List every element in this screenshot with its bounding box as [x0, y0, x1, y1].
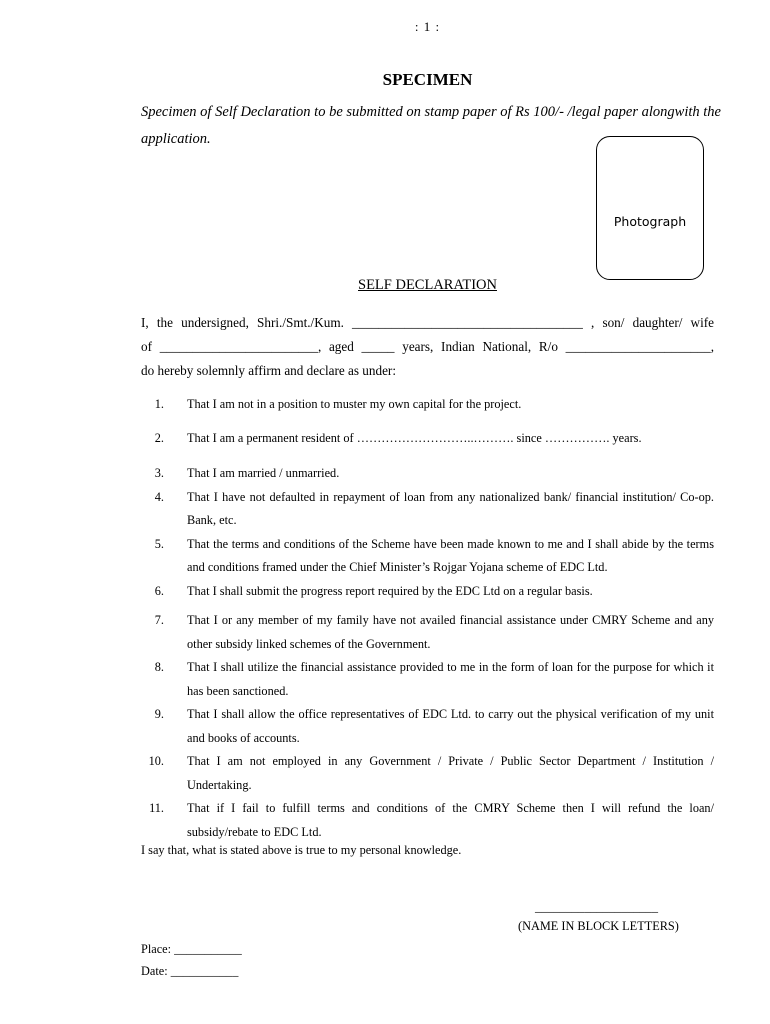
subtitle: Specimen of Self Declaration to be submitted on stamp paper of Rs 100/- /legal paper alongwith the application. [141, 104, 721, 147]
intro-line-1: I, the undersigned, Shri./Smt./Kum. ___________________________________ , son/ daughter/ wife [141, 315, 714, 330]
photograph-label: Photograph [613, 214, 687, 229]
declaration-intro [141, 311, 714, 383]
date-field: Date: ___________ [141, 964, 239, 978]
intro-line-3: do hereby solemnly affirm and declare as under: [141, 363, 396, 378]
list-item: 5. That the terms and conditions of the Scheme have been made known to me and I shall abide by the terms and conditions framed under the Chief Minister’s Rojgar Yojana scheme of EDC Ltd. [154, 536, 714, 574]
declaration-heading: SELF DECLARATION [358, 277, 497, 293]
list-item: 4. That I have not defaulted in repayment of loan from any nationalized bank/ financial institution/ Co-op. Bank, etc. [154, 489, 714, 527]
declaration-items [141, 393, 714, 844]
list-item: 2. That I am a permanent resident of ………………………..………. since ……………. years. [154, 430, 642, 445]
list-item: 3. That I am married / unmarried. [154, 466, 340, 480]
list-item: 9. That I shall allow the office representatives of EDC Ltd. to carry out the physical verification of my unit and books of accounts. [154, 707, 714, 745]
list-item: 1. That I am not in a position to muster my own capital for the project. [154, 397, 522, 411]
page-title: SPECIMEN [382, 70, 473, 89]
list-item: 8. That I shall utilize the financial assistance provided to me in the form of loan for the purpose for which it has been sanctioned. [154, 660, 714, 698]
signature-line: ____________________ [535, 900, 658, 914]
list-item: 11. That if I fail to fulfill terms and conditions of the CMRY Scheme then I will refund the loan/ subsidy/rebate to EDC Ltd. [149, 801, 714, 839]
list-item: 6. That I shall submit the progress report required by the EDC Ltd on a regular basis. [154, 583, 593, 598]
page-number: : 1 : [414, 19, 441, 34]
list-item: 7. That I or any member of my family have not availed financial assistance under CMRY Scheme and any other subsidy linked schemes of the Government. [154, 613, 714, 651]
closing-statement: I say that, what is stated above is true to my personal knowledge. [141, 843, 462, 857]
intro-line-2: of ________________________, aged _____ years, Indian National, R/o ______________________, [141, 339, 714, 354]
list-item: 10. That I am not employed in any Government / Private / Public Sector Department / Institution / Undertaking. [148, 754, 714, 792]
place-field: Place: ___________ [141, 942, 242, 956]
photograph-box [596, 136, 704, 280]
name-block-label: (NAME IN BLOCK LETTERS) [518, 919, 679, 933]
